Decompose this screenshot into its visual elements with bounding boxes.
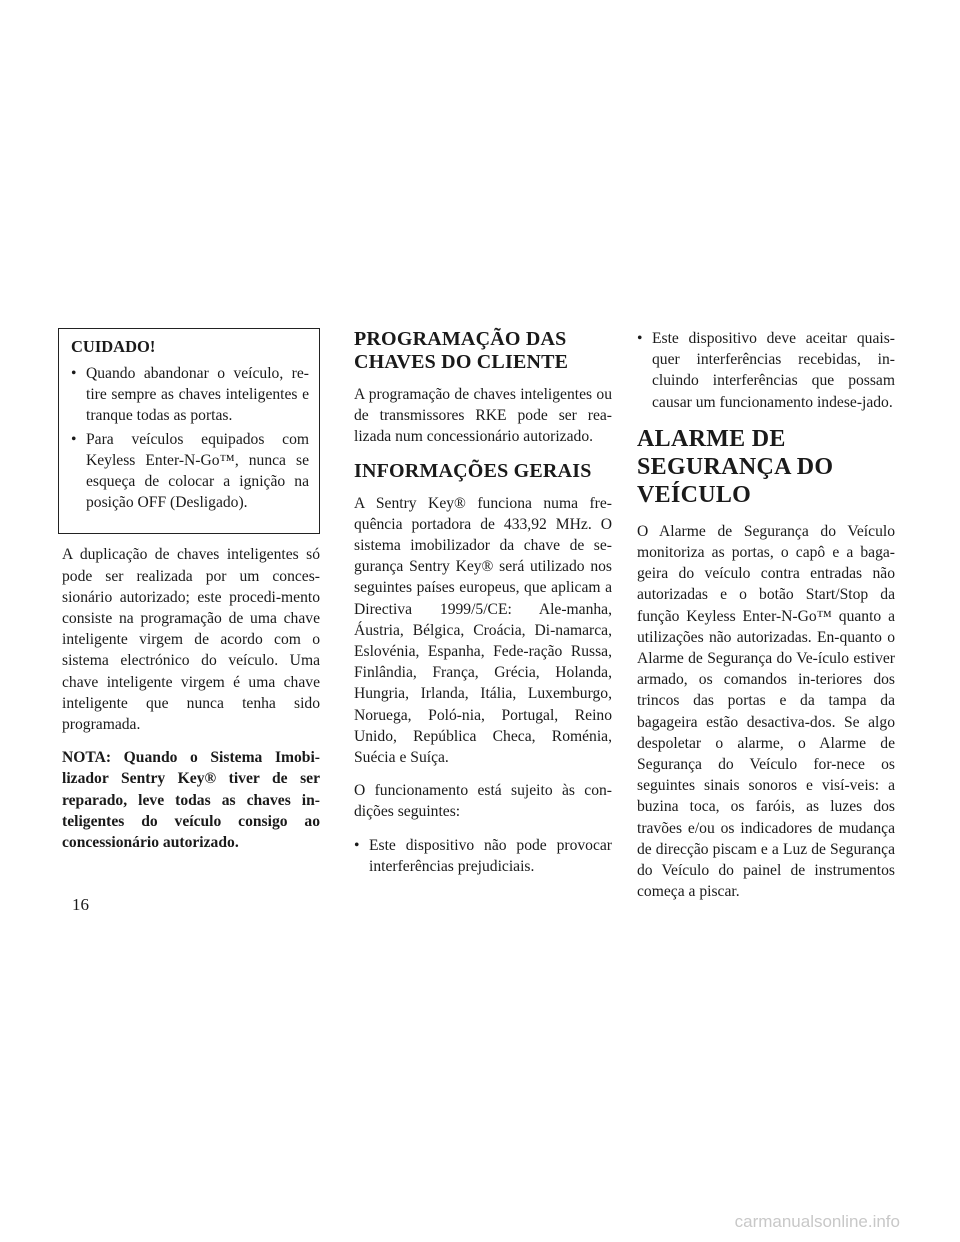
heading-programming-line1: PROGRAMAÇÃO DAS	[354, 328, 567, 350]
condition-item	[637, 328, 895, 413]
heading-programming-line2: CHAVES DO CLIENTE	[354, 351, 569, 373]
bullet-icon: •	[71, 365, 77, 382]
column-left	[62, 328, 320, 865]
duplication-paragraph: A duplicação de chaves inteligentes só pode ser realizada por um conces-sionário autorizado; este procedi-mento consiste na programação de uma chave inteligente virgem de acordo com o sistema electrónico do veículo. Uma chave inteligente virgem é uma chave inteligente que nunca tenha sido programada.	[62, 546, 320, 734]
general-info-paragraph: A Sentry Key® funciona numa fre-quência portadora de 433,92 MHz. O sistema imobilizador da chave de se-gurança Sentry Key® será utilizado nos seguintes países europeus, que aplicam a Directiva 1999/5/CE: Ale-manha, Áustria, Bélgica, Croácia, Di-namarca, Eslovénia, Espanha, Fede-ração Russa, Finlândia, França, Grécia, Holanda, Hungria, Irlanda, Itália, Luxemburgo, Noruega, Poló-nia, Portugal, Reino Unido, República Checa, Roménia, Suécia e Suíça.	[354, 494, 612, 767]
conditions-list	[354, 835, 612, 877]
caution-list	[71, 363, 309, 513]
caution-item	[71, 429, 309, 514]
caution-item-text: Para veículos equipados com Keyless Enter-N-Go™, nunca se esqueça de colocar a ignição na posição OFF (Desligado).	[86, 430, 309, 512]
watermark: carmanualsonline.info	[734, 1212, 900, 1231]
caution-item	[71, 363, 309, 427]
heading-alarm-line3: VEÍCULO	[637, 481, 752, 508]
caution-title: CUIDADO!	[71, 337, 156, 356]
bullet-icon: •	[637, 330, 643, 347]
heading-alarm-line2: SEGURANÇA DO	[637, 453, 834, 480]
column-middle	[354, 328, 612, 889]
conditions-paragraph: O funcionamento está sujeito às con-dições seguintes:	[354, 782, 612, 821]
heading-vehicle-alarm	[637, 425, 895, 509]
heading-programming	[354, 328, 612, 374]
heading-alarm-line1: ALARME DE	[637, 425, 786, 452]
caution-box	[58, 328, 320, 534]
condition-item	[354, 835, 612, 877]
column-right	[637, 328, 895, 914]
caution-item-text: Quando abandonar o veículo, re-tire sempre as chaves inteligentes e tranque todas as portas.	[86, 365, 309, 425]
condition-item-text: Este dispositivo não pode provocar interferências prejudiciais.	[369, 836, 612, 875]
page-number: 16	[72, 895, 89, 914]
condition-item-text: Este dispositivo deve aceitar quais-quer interferências recebidas, in-cluindo interferências que possam causar um funcionamento indese-jado.	[652, 330, 895, 411]
bullet-icon: •	[71, 430, 77, 448]
programming-paragraph: A programação de chaves inteligentes ou de transmissores RKE pode ser rea-lizada num concessionário autorizado.	[354, 386, 612, 446]
note-paragraph: NOTA: Quando o Sistema Imobi-lizador Sentry Key® tiver de ser reparado, leve todas as chaves in-teligentes do veículo consigo ao concessionário autorizado.	[62, 749, 320, 852]
heading-general-info: INFORMAÇÕES GERAIS	[354, 459, 592, 482]
alarm-paragraph: O Alarme de Segurança do Veículo monitoriza as portas, o capô e a baga-geira do veículo contra entradas não autorizadas e o botão Start/Stop da função Keyless Enter-N-Go™ quanto a utilizações não autorizadas. En-quanto o Alarme de Segurança do Ve-ículo estiver armado, os comandos in-teriores dos trincos das portas e da tampa da bagageira estão desactiva-dos. Se algo despoletar o alarme, o Alarme de Segurança do Veículo for-nece os seguintes sinais sonoros e visí-veis: a buzina toca, os faróis, as luzes dos travões e/ou os indicadores de mudança de direcção piscam e a Luz de Segurança do Veículo do painel de instrumentos começa a piscar.	[637, 522, 895, 901]
conditions-list-continued	[637, 328, 895, 413]
bullet-icon: •	[354, 836, 360, 854]
